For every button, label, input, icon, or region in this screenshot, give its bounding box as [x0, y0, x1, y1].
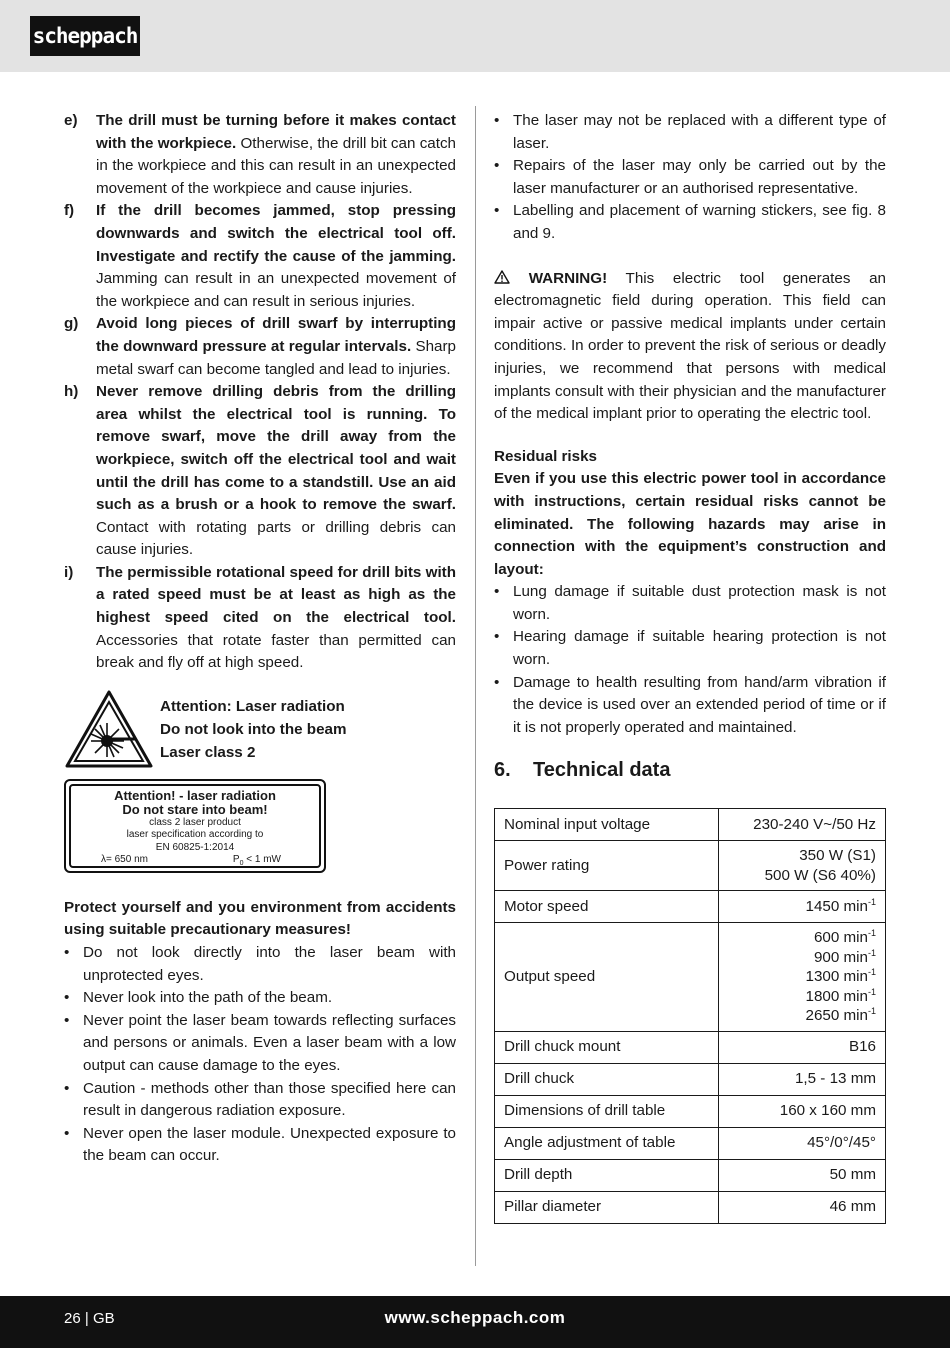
item-plain-text: Otherwise, the drill bit can catch in the workpiece and this can result in an unexpected movement of the workpiece and cause injuries.	[96, 134, 456, 197]
bullet-icon: •	[494, 157, 500, 175]
list-item-text: Do not look directly into the laser beam with unprotected eyes.	[83, 944, 456, 984]
spec-value-line: 1450 $\min^{-1}$	[805, 896, 876, 915]
section-number: 6.	[494, 759, 511, 782]
spec-label: Nominal input voltage	[495, 809, 719, 841]
spec-label: Output speed	[495, 923, 719, 1032]
item-bold-text: The permissible rotational speed for drill bits with a rated speed must be at least as high as the highest speed cited on the electrical tool.	[96, 563, 456, 627]
spec-label: Dimensions of drill table	[495, 1095, 719, 1127]
spec-value	[719, 1031, 886, 1063]
item-bold-text: The drill must be turning before it makes contact with the workpiece.	[96, 112, 456, 152]
left-column	[64, 110, 456, 1168]
spec-value-line: 160 x 160 mm	[779, 1102, 876, 1120]
section-title: Technical data	[533, 759, 671, 782]
section-heading	[494, 759, 886, 782]
page-header	[0, 0, 950, 72]
item-text	[96, 200, 456, 313]
item-plain-text: Accessories that rotate faster than permitted can break and fly off at high speed.	[96, 631, 456, 672]
laser-warning-icon	[64, 689, 154, 769]
list-item-text: Never open the laser module. Unexpected exposure to the beam can occur.	[83, 1124, 456, 1165]
sticker-power: $P_0 < 1$ mW	[232, 854, 281, 868]
instruction-item	[64, 110, 456, 200]
list-item-text: Lung damage if suitable dust protection mask is not worn.	[513, 583, 886, 623]
column-divider	[475, 106, 476, 1266]
spec-value-line: 45°/0°/45°	[807, 1134, 876, 1152]
spec-label: Drill depth	[495, 1159, 719, 1191]
list-item-text: The laser may not be replaced with a different type of laser.	[513, 112, 886, 152]
laser-line: Do not look into the beam	[160, 720, 347, 738]
laser-warning-text	[160, 689, 346, 769]
item-plain-text: Contact with rotating parts or drilling debris can cause injuries.	[96, 518, 456, 559]
spec-label: Pillar diameter	[495, 1191, 719, 1223]
list-item	[64, 987, 456, 1010]
item-label: h)	[64, 383, 79, 401]
bullet-icon: •	[64, 1079, 70, 1097]
instruction-item	[64, 313, 456, 381]
page-footer	[0, 1296, 950, 1348]
residual-risks-intro: Even if you use this electric power tool in accordance with instructions, certain residual risks cannot be eliminated. The following hazards may arise in connection with the equipment’s construction and layout:	[494, 470, 886, 578]
laser-safety-bullets	[64, 942, 456, 1168]
list-item-text: Damage to health resulting from hand/arm vibration if the device is used over an extended period of time or if it is not properly operated and maintained.	[513, 673, 886, 736]
bullet-icon: •	[494, 583, 500, 601]
list-item	[494, 110, 886, 155]
list-item-text: Never point the laser beam towards reflecting surfaces and persons or animals. Even a laser beam with a low output can cause damage to the eyes.	[83, 1011, 456, 1074]
spec-value-line: 46 mm	[829, 1198, 876, 1216]
item-text	[96, 110, 456, 200]
spec-value	[719, 891, 886, 923]
table-row	[495, 1191, 886, 1223]
list-item	[494, 581, 886, 626]
spec-value	[719, 923, 886, 1032]
spec-value-line: 1800 $\min^{-1}$	[805, 986, 876, 1005]
residual-risks-title: Residual risks	[494, 447, 597, 465]
item-label: g)	[64, 315, 79, 333]
item-text	[96, 313, 456, 381]
table-row	[495, 1159, 886, 1191]
table-row	[495, 1031, 886, 1063]
spec-label: Motor speed	[495, 891, 719, 923]
spec-unit-exponent: -1	[867, 947, 876, 958]
protect-heading: Protect yourself and you environment from accidents using suitable precautionary measures!	[64, 898, 456, 939]
item-plain-text: Sharp metal swarf can become tangled and lead to injuries.	[96, 337, 456, 378]
table-row	[495, 923, 886, 1032]
warning-paragraph	[494, 268, 886, 426]
spec-value-line: 600 $\min^{-1}$	[813, 928, 876, 947]
laser-line: Laser class 2	[160, 743, 256, 761]
table-row	[495, 891, 886, 923]
laser-line: Attention: Laser radiation	[160, 697, 345, 715]
scheppach-logo: scheppach	[30, 16, 140, 56]
instruction-item	[64, 381, 456, 562]
laser-class-sticker	[64, 779, 326, 873]
list-item	[64, 942, 456, 987]
sticker-title: Attention! - laser radiation	[114, 787, 276, 803]
spec-label: Drill chuck mount	[495, 1031, 719, 1063]
bullet-icon: •	[64, 944, 70, 962]
spec-value-line: 1,5 - 13 mm	[794, 1070, 876, 1088]
list-item	[494, 672, 886, 740]
bullet-icon: •	[494, 202, 500, 220]
laser-bullets	[494, 110, 886, 246]
list-item-text: Labelling and placement of warning stickers, see fig. 8 and 9.	[513, 202, 886, 242]
spec-value-line: B16	[848, 1038, 876, 1056]
spec-value-line: 50 mm	[829, 1166, 876, 1184]
bullet-icon: •	[64, 989, 70, 1007]
instruction-item	[64, 200, 456, 313]
spec-unit-exponent: -1	[867, 986, 876, 997]
item-bold-text: Avoid long pieces of drill swarf by interrupting the downward pressure at regular intervals.	[96, 315, 456, 355]
spec-unit-exponent: -1	[867, 967, 876, 978]
spec-value	[719, 1191, 886, 1223]
table-row	[495, 1127, 886, 1159]
spec-value-line: 230-240 V~/50 Hz	[753, 815, 876, 833]
item-bold-text: Never remove drilling debris from the drilling area whilst the electrical tool is running. To remove swarf, move the drill away from the workpiece, switch off the electrical tool and wait until the drill has come to a standstill. Use an aid such as a brush or a hook to remove the swarf.	[96, 383, 456, 514]
sticker-line: EN 60825-1:2014	[155, 841, 235, 853]
page-number: 26 | GB	[64, 1310, 115, 1327]
list-item-text: Never look into the path of the beam.	[83, 989, 333, 1007]
laser-warning-block	[64, 689, 456, 769]
bullet-icon: •	[494, 628, 500, 646]
technical-data-table	[494, 808, 886, 1224]
table-row	[495, 809, 886, 841]
spec-unit-exponent: -1	[867, 928, 876, 939]
sticker-wavelength: λ= 650 nm	[101, 854, 148, 866]
list-item	[64, 1010, 456, 1078]
spec-value	[719, 1159, 886, 1191]
spec-value-line: 1300 $\min^{-1}$	[805, 967, 876, 986]
warning-label: WARNING!	[528, 269, 608, 287]
spec-value-line: 350 W (S1)	[799, 847, 876, 865]
spec-value-line: 2650 $\min^{-1}$	[805, 1006, 876, 1025]
sticker-subtitle: Do not stare into beam!	[122, 801, 268, 817]
item-text	[96, 562, 456, 675]
spec-value	[719, 1095, 886, 1127]
list-item-text: Caution - methods other than those specified here can result in dangerous radiation exposure.	[83, 1079, 456, 1120]
spec-label: Power rating	[495, 841, 719, 891]
safety-instructions-list	[64, 110, 456, 675]
spec-value	[719, 809, 886, 841]
instruction-item	[64, 562, 456, 675]
spec-value	[719, 1063, 886, 1095]
residual-risks-bullets	[494, 581, 886, 739]
spec-unit-exponent: -1	[867, 896, 876, 907]
item-label: e)	[64, 112, 78, 129]
table-row	[495, 1095, 886, 1127]
spec-value	[719, 841, 886, 891]
list-item	[494, 200, 886, 245]
website-url: www.scheppach.com	[384, 1308, 566, 1327]
list-item	[494, 626, 886, 671]
sticker-line: laser specification according to	[126, 829, 264, 841]
sticker-line: class 2 laser product	[149, 816, 241, 828]
bullet-icon: •	[64, 1011, 70, 1029]
spec-label: Angle adjustment of table	[495, 1127, 719, 1159]
spec-value-line: 900 $\min^{-1}$	[813, 947, 876, 966]
table-row	[495, 1063, 886, 1095]
table-row	[495, 841, 886, 891]
list-item	[64, 1078, 456, 1123]
bullet-icon: •	[64, 1124, 70, 1142]
spec-label: Drill chuck	[495, 1063, 719, 1095]
spec-unit-exponent: -1	[867, 1006, 876, 1017]
item-label: i)	[64, 563, 74, 581]
bullet-icon: •	[494, 112, 500, 129]
item-plain-text: Jamming can result in an unexpected movement of the workpiece and can result in serious injuries.	[96, 270, 456, 310]
item-text	[96, 381, 456, 562]
list-item-text: Hearing damage if suitable hearing protection is not worn.	[513, 628, 886, 669]
bullet-icon: •	[494, 673, 500, 691]
item-bold-text: If the drill becomes jammed, stop pressing downwards and switch the electrical tool off. Investigate and rectify the cause of the jamming.	[96, 202, 456, 265]
warning-triangle-icon	[494, 270, 510, 284]
warning-text: This electric tool generates an electromagnetic field during operation. This field can impair active or passive medical implants under certain conditions. In order to prevent the risk of serious or deadly injuries, we recommend that persons with medical implants consult with their physician and the manufacturer of the medical implant prior to operating the electric tool.	[494, 269, 886, 423]
list-item-text: Repairs of the laser may only be carried out by the laser manufacturer or an authorised representative.	[513, 157, 886, 197]
item-label: f)	[64, 202, 75, 220]
list-item	[64, 1123, 456, 1168]
right-column	[494, 110, 886, 1224]
list-item	[494, 155, 886, 200]
spec-value	[719, 1127, 886, 1159]
spec-value-line: 500 W (S6 40%)	[764, 866, 876, 884]
